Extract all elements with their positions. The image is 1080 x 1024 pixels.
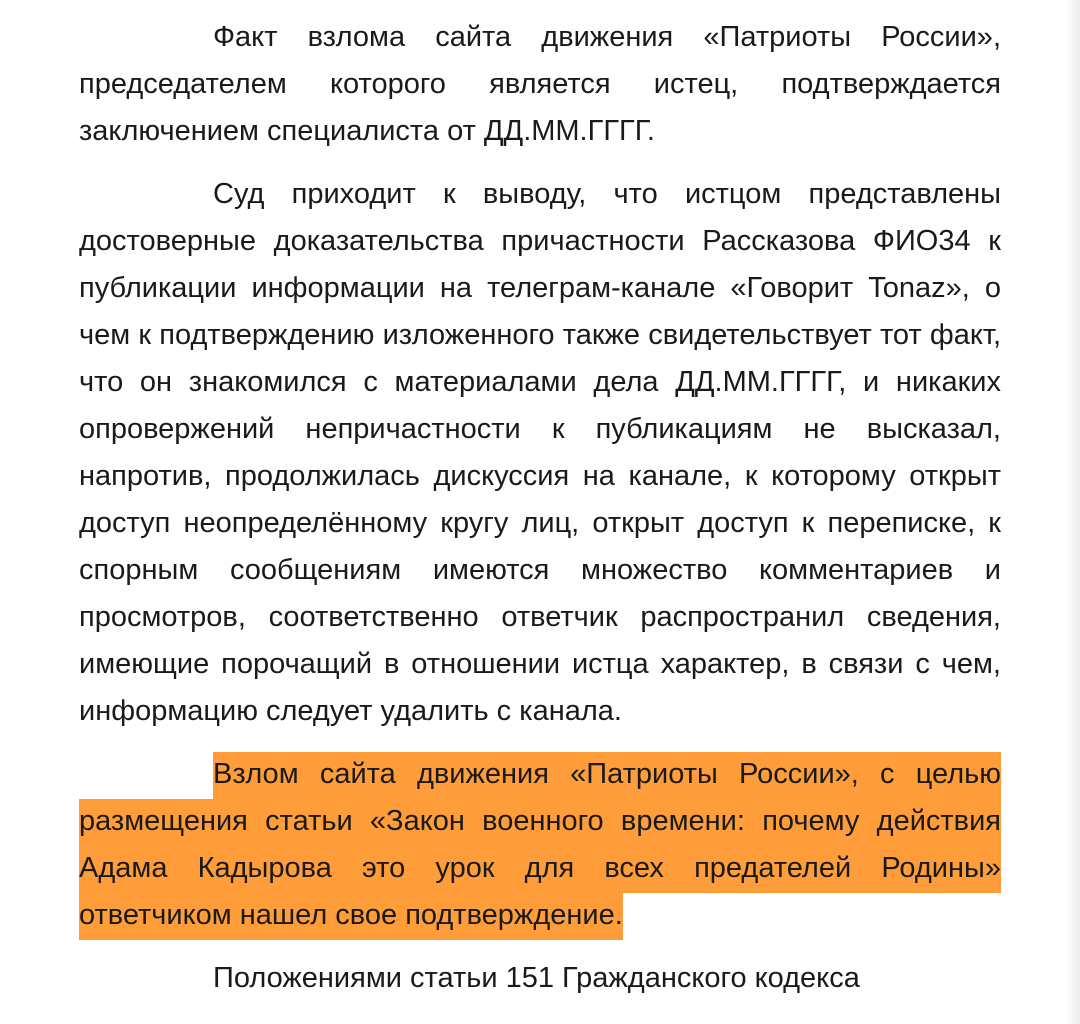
paragraph-article-151 [79,955,1001,1002]
paragraph-text: Факт взлома сайта движения «Патриоты России», председателем которого является истец, подтверждается заключением специалиста от ДД.ММ.ГГГГ. [79,21,1001,147]
paragraph-text: Положениями статьи 151 Гражданского кодекса [213,962,860,994]
paragraph-highlighted-finding [79,751,1001,939]
document-body [79,14,1001,1002]
paragraph-hack-fact [79,14,1001,155]
page-edge-shadow [1066,0,1080,1024]
paragraph-text: Суд приходит к выводу, что истцом представлены достоверные доказательства причастности Рассказова ФИО34 к публикации информации на телеграм-канале «Говорит Tonaz», о чем к подтверждению изложенного также свидетельствует тот факт, что он знакомился с материалами дела ДД.ММ.ГГГГ, и никаких опровержений непричастности к публикациям не высказал, напротив, продолжилась дискуссия на канале, к которому открыт доступ неопределённому кругу лиц, открыт доступ к переписке, к спорным сообщениям имеются множество комментариев и просмотров, соответственно ответчик распространил сведения, имеющие порочащий в отношении истца характер, в связи с чем, информацию следует удалить с канала. [79,178,1001,727]
paragraph-court-conclusion [79,171,1001,735]
highlighted-text: Взлом сайта движения «Патриоты России», с целью размещения статьи «Закон военного времени: почему действия Адама Кадырова это урок для всех предателей Родины» ответчиком нашел свое подтверждение. [79,752,1001,940]
